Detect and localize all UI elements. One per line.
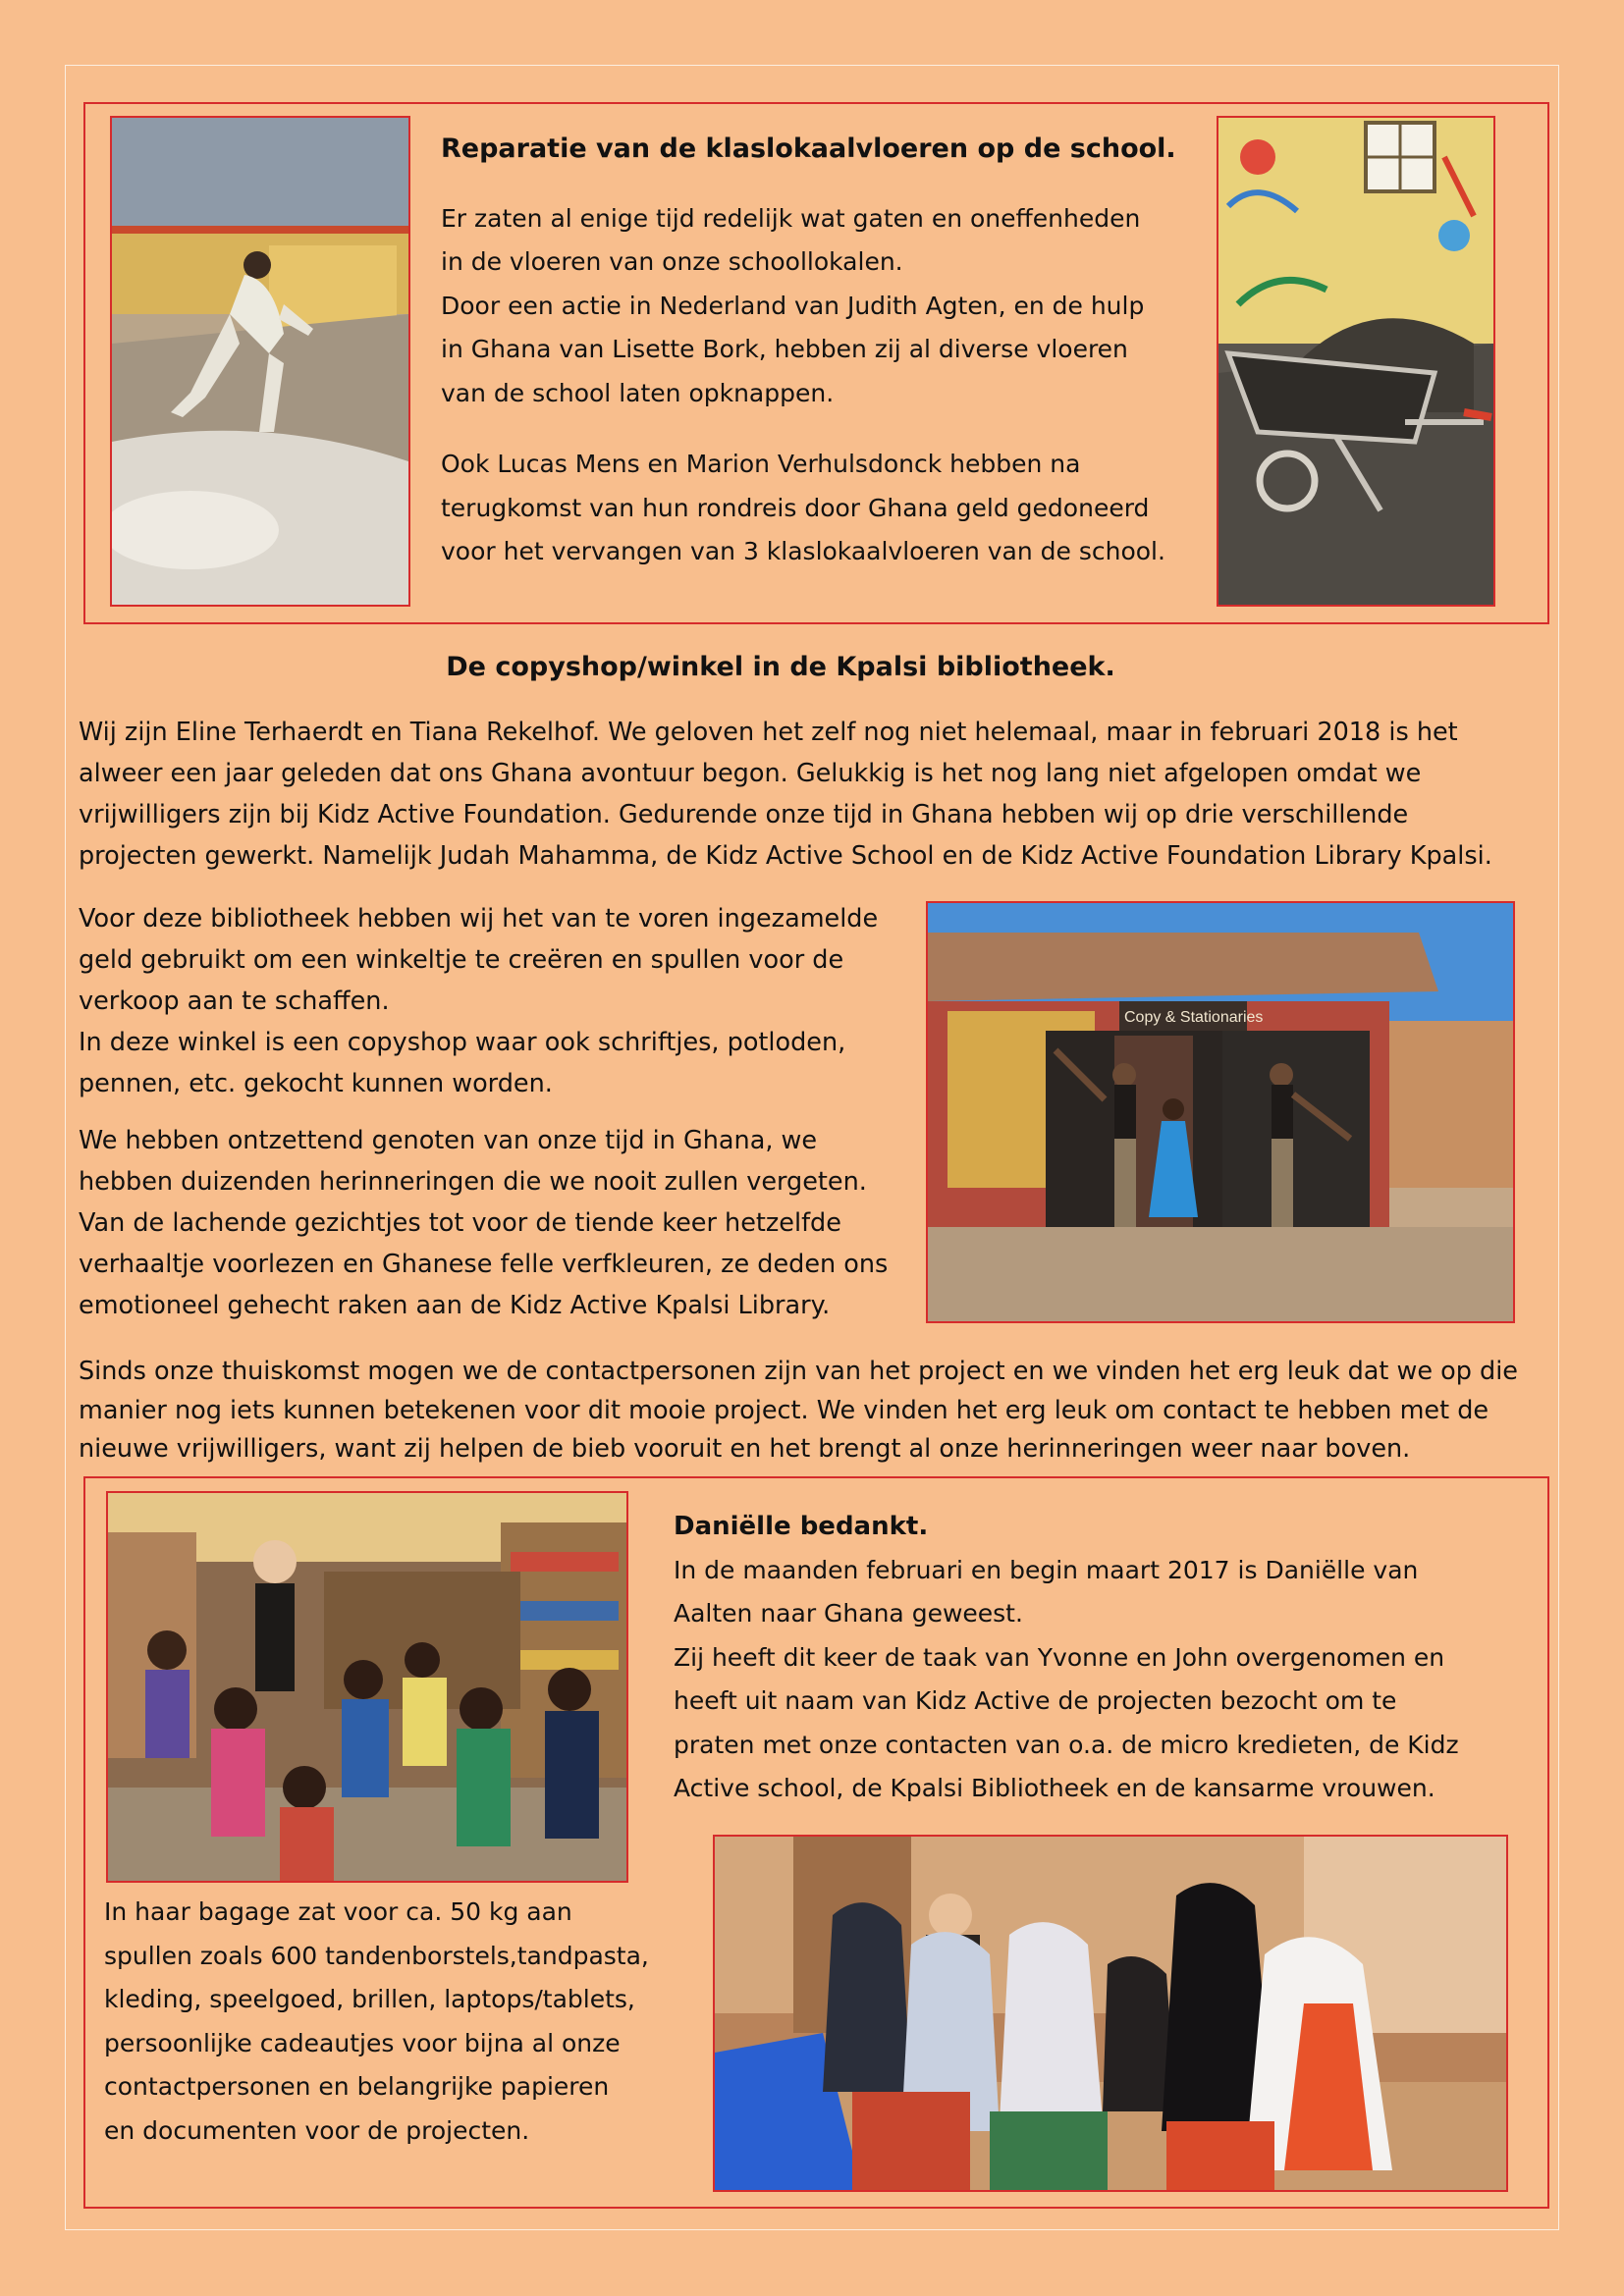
text-line: van de school laten opknappen. bbox=[441, 378, 835, 407]
text-line: Ook Lucas Mens en Marion Verhulsdonck hebben na bbox=[441, 450, 1081, 478]
women-group-photo bbox=[713, 1835, 1508, 2192]
text-line: In haar bagage zat voor ca. 50 kg aan bbox=[104, 1897, 572, 1926]
library-children-photo bbox=[106, 1491, 628, 1883]
text-line: We hebben ontzettend genoten van onze tijd in Ghana, we bbox=[79, 1126, 818, 1155]
floor-worker-photo bbox=[110, 116, 410, 607]
copyshop-intro bbox=[79, 712, 1551, 877]
text-line: en documenten voor de projecten. bbox=[104, 2115, 530, 2145]
text-line: spullen zoals 600 tandenborstels,tandpasta, bbox=[104, 1941, 649, 1970]
text-line: Zij heeft dit keer de taak van Yvonne en John overgenomen en bbox=[674, 1642, 1445, 1672]
text-line: Aalten naar Ghana geweest. bbox=[674, 1599, 1023, 1628]
text-line: vrijwilligers zijn bij Kidz Active Foundation. Gedurende onze tijd in Ghana hebben wij op drie verschillende bbox=[79, 800, 1409, 829]
text-line: Active school, de Kpalsi Bibliotheek en de kansarme vrouwen. bbox=[674, 1774, 1435, 1802]
text-line: In de maanden februari en begin maart 2017 is Daniëlle van bbox=[674, 1555, 1419, 1584]
bagage-text bbox=[104, 1891, 703, 2153]
copyshop-photo bbox=[926, 901, 1515, 1323]
text-line: manier nog iets kunnen betekenen voor dit mooie project. We vinden het erg leuk om contact te hebben met de bbox=[79, 1395, 1489, 1425]
text-line: Wij zijn Eline Terhaerdt en Tiana Rekelhof. We geloven het zelf nog niet helemaal, maar in februari 2018 is het bbox=[79, 718, 1458, 747]
text-line: In deze winkel is een copyshop waar ook schriftjes, potloden, bbox=[79, 1028, 846, 1057]
wheelbarrow-photo bbox=[1217, 116, 1495, 607]
text-line: Er zaten al enige tijd redelijk wat gaten en oneffenheden bbox=[441, 203, 1141, 233]
floor-repair-text bbox=[441, 128, 1197, 574]
text-line: heeft uit naam van Kidz Active de projecten bezocht om te bbox=[674, 1686, 1397, 1715]
text-line: verhaaltje voorlezen en Ghanese felle verfkleuren, ze deden ons bbox=[79, 1250, 889, 1279]
shop-sign-text: Copy & Stationaries bbox=[1124, 1009, 1264, 1026]
copyshop-outro bbox=[79, 1353, 1551, 1469]
danielle-text bbox=[674, 1505, 1538, 1811]
text-line: in de vloeren van onze schoollokalen. bbox=[441, 247, 903, 276]
copyshop-heading: De copyshop/winkel in de Kpalsi bibliotheek. bbox=[446, 652, 1115, 682]
text-line: persoonlijke cadeautjes voor bijna al onze bbox=[104, 2028, 621, 2057]
text-line: pennen, etc. gekocht kunnen worden. bbox=[79, 1069, 553, 1098]
text-line: nieuwe vrijwilligers, want zij helpen de bieb vooruit en het brengt al onze herinneringen weer naar boven. bbox=[79, 1434, 1411, 1464]
copyshop-body bbox=[79, 898, 923, 1326]
text-line: contactpersonen en belangrijke papieren bbox=[104, 2072, 610, 2101]
text-line: terugkomst van hun rondreis door Ghana geld gedoneerd bbox=[441, 493, 1150, 522]
text-line: kleding, speelgoed, brillen, laptops/tablets, bbox=[104, 1985, 635, 2013]
text-line: Van de lachende gezichtjes tot voor de tiende keer hetzelfde bbox=[79, 1208, 841, 1238]
floor-repair-heading: Reparatie van de klaslokaalvloeren op de school. bbox=[441, 133, 1176, 164]
text-line: alweer een jaar geleden dat ons Ghana avontuur begon. Gelukkig is het nog lang niet afgelopen omdat we bbox=[79, 759, 1422, 788]
text-line: praten met onze contacten van o.a. de micro kredieten, de Kidz bbox=[674, 1730, 1459, 1759]
text-line: Door een actie in Nederland van Judith Agten, en de hulp bbox=[441, 291, 1145, 320]
danielle-heading: Daniëlle bedankt. bbox=[674, 1512, 929, 1541]
text-line: hebben duizenden herinneringen die we nooit zullen vergeten. bbox=[79, 1167, 867, 1197]
text-line: Voor deze bibliotheek hebben wij het van te voren ingezamelde bbox=[79, 904, 879, 934]
text-line: verkoop aan te schaffen. bbox=[79, 987, 390, 1016]
text-line: geld gebruikt om een winkeltje te creëren en spullen voor de bbox=[79, 945, 844, 975]
text-line: projecten gewerkt. Namelijk Judah Mahamma, de Kidz Active School en de Kidz Active Foundation Library Kpalsi. bbox=[79, 841, 1492, 871]
text-line: voor het vervangen van 3 klaslokaalvloeren van de school. bbox=[441, 537, 1165, 565]
text-line: Sinds onze thuiskomst mogen we de contactpersonen zijn van het project en we vinden het erg leuk dat we op die bbox=[79, 1357, 1518, 1386]
text-line: in Ghana van Lisette Bork, hebben zij al diverse vloeren bbox=[441, 335, 1128, 363]
text-line: emotioneel gehecht raken aan de Kidz Active Kpalsi Library. bbox=[79, 1291, 831, 1320]
